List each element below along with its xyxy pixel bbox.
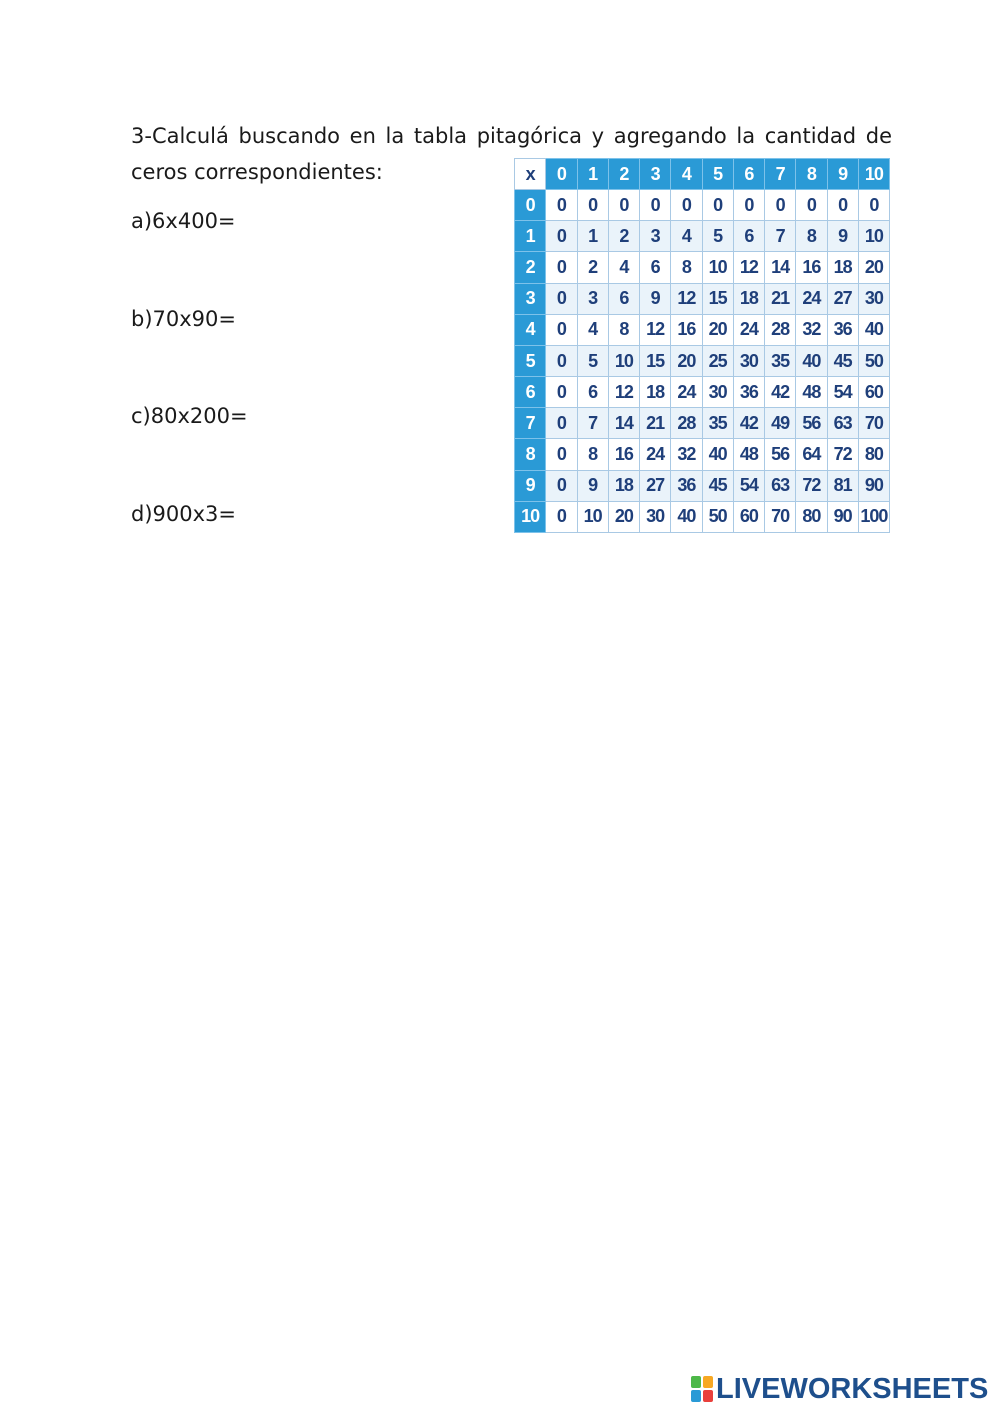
table-row-header: 0: [515, 190, 546, 221]
table-row: [515, 345, 890, 376]
table-cell: 28: [765, 314, 796, 345]
table-row: [515, 283, 890, 314]
table-cell: 20: [671, 345, 702, 376]
table-cell: 16: [608, 439, 639, 470]
table-row-header: 5: [515, 345, 546, 376]
exercise-b-label: b)70x90=: [131, 307, 236, 331]
table-cell: 14: [765, 252, 796, 283]
table-cell: 42: [733, 408, 764, 439]
table-column-header: 6: [733, 159, 764, 190]
table-cell: 63: [827, 408, 858, 439]
table-cell: 0: [702, 190, 733, 221]
table-cell: 36: [671, 470, 702, 501]
table-column-header: 0: [546, 159, 577, 190]
table-cell: 8: [671, 252, 702, 283]
table-cell: 0: [546, 501, 577, 532]
exercise-b-answer-input[interactable]: [240, 305, 394, 335]
table-cell: 32: [671, 439, 702, 470]
table-row-header: 4: [515, 314, 546, 345]
table-cell: 12: [733, 252, 764, 283]
multiplication-table: [514, 158, 890, 533]
exercise-d-label: d)900x3=: [131, 502, 236, 526]
table-cell: 50: [702, 501, 733, 532]
table-row-header: 2: [515, 252, 546, 283]
table-cell: 6: [608, 283, 639, 314]
table-cell: 27: [640, 470, 671, 501]
liveworksheets-logo: [690, 1373, 988, 1405]
table-cell: 90: [827, 501, 858, 532]
table-cell: 0: [858, 190, 889, 221]
table-row-header: 6: [515, 377, 546, 408]
table-cell: 0: [546, 470, 577, 501]
table-cell: 35: [765, 345, 796, 376]
table-cell: 9: [827, 221, 858, 252]
table-row-header: 10: [515, 501, 546, 532]
table-row-header: 3: [515, 283, 546, 314]
table-cell: 0: [546, 345, 577, 376]
table-row: [515, 190, 890, 221]
table-corner-label: x: [515, 159, 546, 190]
table-cell: 12: [671, 283, 702, 314]
table-cell: 15: [702, 283, 733, 314]
table-cell: 36: [827, 314, 858, 345]
table-cell: 0: [796, 190, 827, 221]
table-cell: 21: [640, 408, 671, 439]
table-cell: 0: [546, 314, 577, 345]
table-cell: 24: [671, 377, 702, 408]
table-cell: 8: [608, 314, 639, 345]
table-column-header: 3: [640, 159, 671, 190]
table-cell: 14: [608, 408, 639, 439]
table-cell: 6: [733, 221, 764, 252]
table-column-header: 1: [577, 159, 608, 190]
exercise-c-answer-input[interactable]: [240, 402, 394, 432]
table-cell: 10: [702, 252, 733, 283]
table-cell: 8: [796, 221, 827, 252]
table-header-row: [515, 159, 890, 190]
table-cell: 32: [796, 314, 827, 345]
table-cell: 12: [640, 314, 671, 345]
table-cell: 27: [827, 283, 858, 314]
table-cell: 0: [546, 283, 577, 314]
table-column-header: 8: [796, 159, 827, 190]
table-cell: 40: [858, 314, 889, 345]
table-cell: 30: [858, 283, 889, 314]
table-cell: 2: [608, 221, 639, 252]
table-row: [515, 470, 890, 501]
table-cell: 18: [827, 252, 858, 283]
table-cell: 72: [796, 470, 827, 501]
table-cell: 0: [733, 190, 764, 221]
table-cell: 0: [546, 221, 577, 252]
table-cell: 35: [702, 408, 733, 439]
table-cell: 5: [702, 221, 733, 252]
table-cell: 7: [765, 221, 796, 252]
table-cell: 28: [671, 408, 702, 439]
table-cell: 15: [640, 345, 671, 376]
table-cell: 10: [608, 345, 639, 376]
table-cell: 4: [671, 221, 702, 252]
table-cell: 24: [796, 283, 827, 314]
liveworksheets-logo-icon: [690, 1375, 714, 1403]
table-cell: 0: [546, 439, 577, 470]
table-cell: 4: [608, 252, 639, 283]
table-row: [515, 314, 890, 345]
exercise-a-label: a)6x400=: [131, 209, 236, 233]
exercise-a-answer-input[interactable]: [240, 207, 394, 237]
table-row-header: 7: [515, 408, 546, 439]
table-cell: 42: [765, 377, 796, 408]
table-cell: 54: [827, 377, 858, 408]
table-cell: 9: [640, 283, 671, 314]
table-cell: 0: [671, 190, 702, 221]
table-cell: 64: [796, 439, 827, 470]
table-row: [515, 439, 890, 470]
table-cell: 0: [640, 190, 671, 221]
table-cell: 90: [858, 470, 889, 501]
table-cell: 72: [827, 439, 858, 470]
table-cell: 4: [577, 314, 608, 345]
table-row: [515, 501, 890, 532]
exercise-d-answer-input[interactable]: [240, 500, 394, 530]
table-cell: 0: [546, 190, 577, 221]
table-row-header: 8: [515, 439, 546, 470]
table-cell: 48: [796, 377, 827, 408]
table-cell: 6: [640, 252, 671, 283]
table-row: [515, 377, 890, 408]
table-cell: 0: [577, 190, 608, 221]
instruction-text-line1: 3-Calculá buscando en la tabla pitagórica y agregando la cantidad de: [131, 124, 892, 148]
table-column-header: 5: [702, 159, 733, 190]
table-column-header: 7: [765, 159, 796, 190]
table-cell: 40: [702, 439, 733, 470]
table-cell: 70: [858, 408, 889, 439]
table-cell: 12: [608, 377, 639, 408]
table-cell: 0: [546, 252, 577, 283]
table-row: [515, 221, 890, 252]
table-row-header: 1: [515, 221, 546, 252]
table-cell: 3: [640, 221, 671, 252]
table-cell: 56: [796, 408, 827, 439]
table-cell: 56: [765, 439, 796, 470]
table-cell: 54: [733, 470, 764, 501]
table-cell: 50: [858, 345, 889, 376]
table-cell: 60: [858, 377, 889, 408]
table-cell: 18: [640, 377, 671, 408]
table-cell: 20: [858, 252, 889, 283]
table-cell: 9: [577, 470, 608, 501]
table-cell: 45: [827, 345, 858, 376]
table-cell: 10: [858, 221, 889, 252]
table-cell: 21: [765, 283, 796, 314]
table-cell: 24: [640, 439, 671, 470]
table-cell: 20: [608, 501, 639, 532]
table-cell: 0: [608, 190, 639, 221]
table-cell: 30: [733, 345, 764, 376]
table-cell: 8: [577, 439, 608, 470]
table-cell: 49: [765, 408, 796, 439]
table-cell: 81: [827, 470, 858, 501]
table-cell: 80: [796, 501, 827, 532]
table-cell: 6: [577, 377, 608, 408]
table-row: [515, 252, 890, 283]
table-cell: 63: [765, 470, 796, 501]
table-cell: 30: [640, 501, 671, 532]
table-cell: 30: [702, 377, 733, 408]
instruction-text-line2: ceros correspondientes:: [131, 160, 383, 184]
table-cell: 70: [765, 501, 796, 532]
table-cell: 0: [546, 377, 577, 408]
table-cell: 24: [733, 314, 764, 345]
table-cell: 2: [577, 252, 608, 283]
logo-text: LIVEWORKSHEETS: [716, 1372, 989, 1405]
table-cell: 40: [796, 345, 827, 376]
table-cell: 10: [577, 501, 608, 532]
table-cell: 7: [577, 408, 608, 439]
exercise-c-label: c)80x200=: [131, 404, 248, 428]
table-cell: 60: [733, 501, 764, 532]
table-cell: 25: [702, 345, 733, 376]
table-cell: 18: [608, 470, 639, 501]
table-cell: 36: [733, 377, 764, 408]
table-column-header: 2: [608, 159, 639, 190]
table-cell: 3: [577, 283, 608, 314]
table-cell: 5: [577, 345, 608, 376]
table-cell: 16: [671, 314, 702, 345]
table-column-header: 4: [671, 159, 702, 190]
table-cell: 1: [577, 221, 608, 252]
table-row: [515, 408, 890, 439]
table-cell: 45: [702, 470, 733, 501]
table-cell: 40: [671, 501, 702, 532]
table-cell: 18: [733, 283, 764, 314]
table-cell: 100: [858, 501, 889, 532]
table-cell: 48: [733, 439, 764, 470]
table-cell: 0: [827, 190, 858, 221]
table-cell: 20: [702, 314, 733, 345]
table-cell: 0: [546, 408, 577, 439]
table-cell: 0: [765, 190, 796, 221]
table-column-header: 9: [827, 159, 858, 190]
table-column-header: 10: [858, 159, 889, 190]
table-cell: 16: [796, 252, 827, 283]
table-cell: 80: [858, 439, 889, 470]
table-row-header: 9: [515, 470, 546, 501]
